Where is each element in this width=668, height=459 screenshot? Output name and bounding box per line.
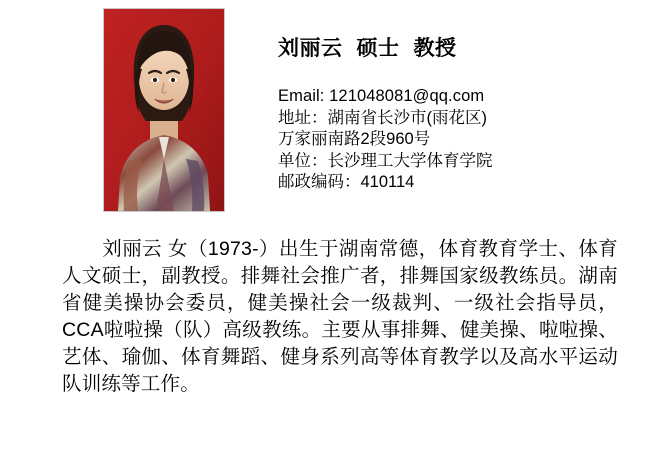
biography-text: 刘丽云 女（1973-）出生于湖南常德，体育教育学士、体育人文硕士，副教授。排舞社会推广者，排舞国家级教练员。湖南省健美操协会委员，健美操社会一级裁判、一级社会指导员，CCA啦啦操（队）高级教练。主要从事排舞、健美操、啦啦操、艺体、瑜伽、体育舞蹈、健身系列高等体育教学以及高水平运动队训练等工作。: [62, 238, 618, 395]
portrait-photo: [103, 8, 225, 212]
unit-row: [278, 151, 658, 173]
profile-name-line: [278, 36, 658, 62]
email-row: [278, 86, 658, 108]
address-line-1: 湖南省长沙市(雨花区): [327, 108, 487, 127]
address-label: 地址：: [278, 108, 328, 127]
profile-header: [0, 0, 668, 228]
email-label: Email:: [278, 87, 325, 105]
address-row-2: [278, 129, 658, 151]
address-line-2: 万家丽南路2段960号: [278, 130, 431, 148]
portrait-image: [104, 9, 224, 211]
unit-label: 单位：: [278, 151, 328, 170]
email-value[interactable]: 121048081@qq.com: [329, 87, 485, 105]
postcode-row: [278, 172, 658, 194]
contact-block: [278, 86, 658, 194]
profile-info: [278, 36, 658, 194]
address-row-1: [278, 108, 658, 130]
profile-name: 刘丽云: [278, 37, 343, 60]
profile-degree: 硕士: [356, 37, 400, 60]
postcode-label: 邮政编码：: [278, 173, 361, 191]
biography-paragraph: [62, 236, 618, 398]
postcode-value: 410114: [360, 173, 415, 191]
profile-title: 教授: [413, 37, 457, 60]
unit-value: 长沙理工大学体育学院: [327, 151, 493, 170]
